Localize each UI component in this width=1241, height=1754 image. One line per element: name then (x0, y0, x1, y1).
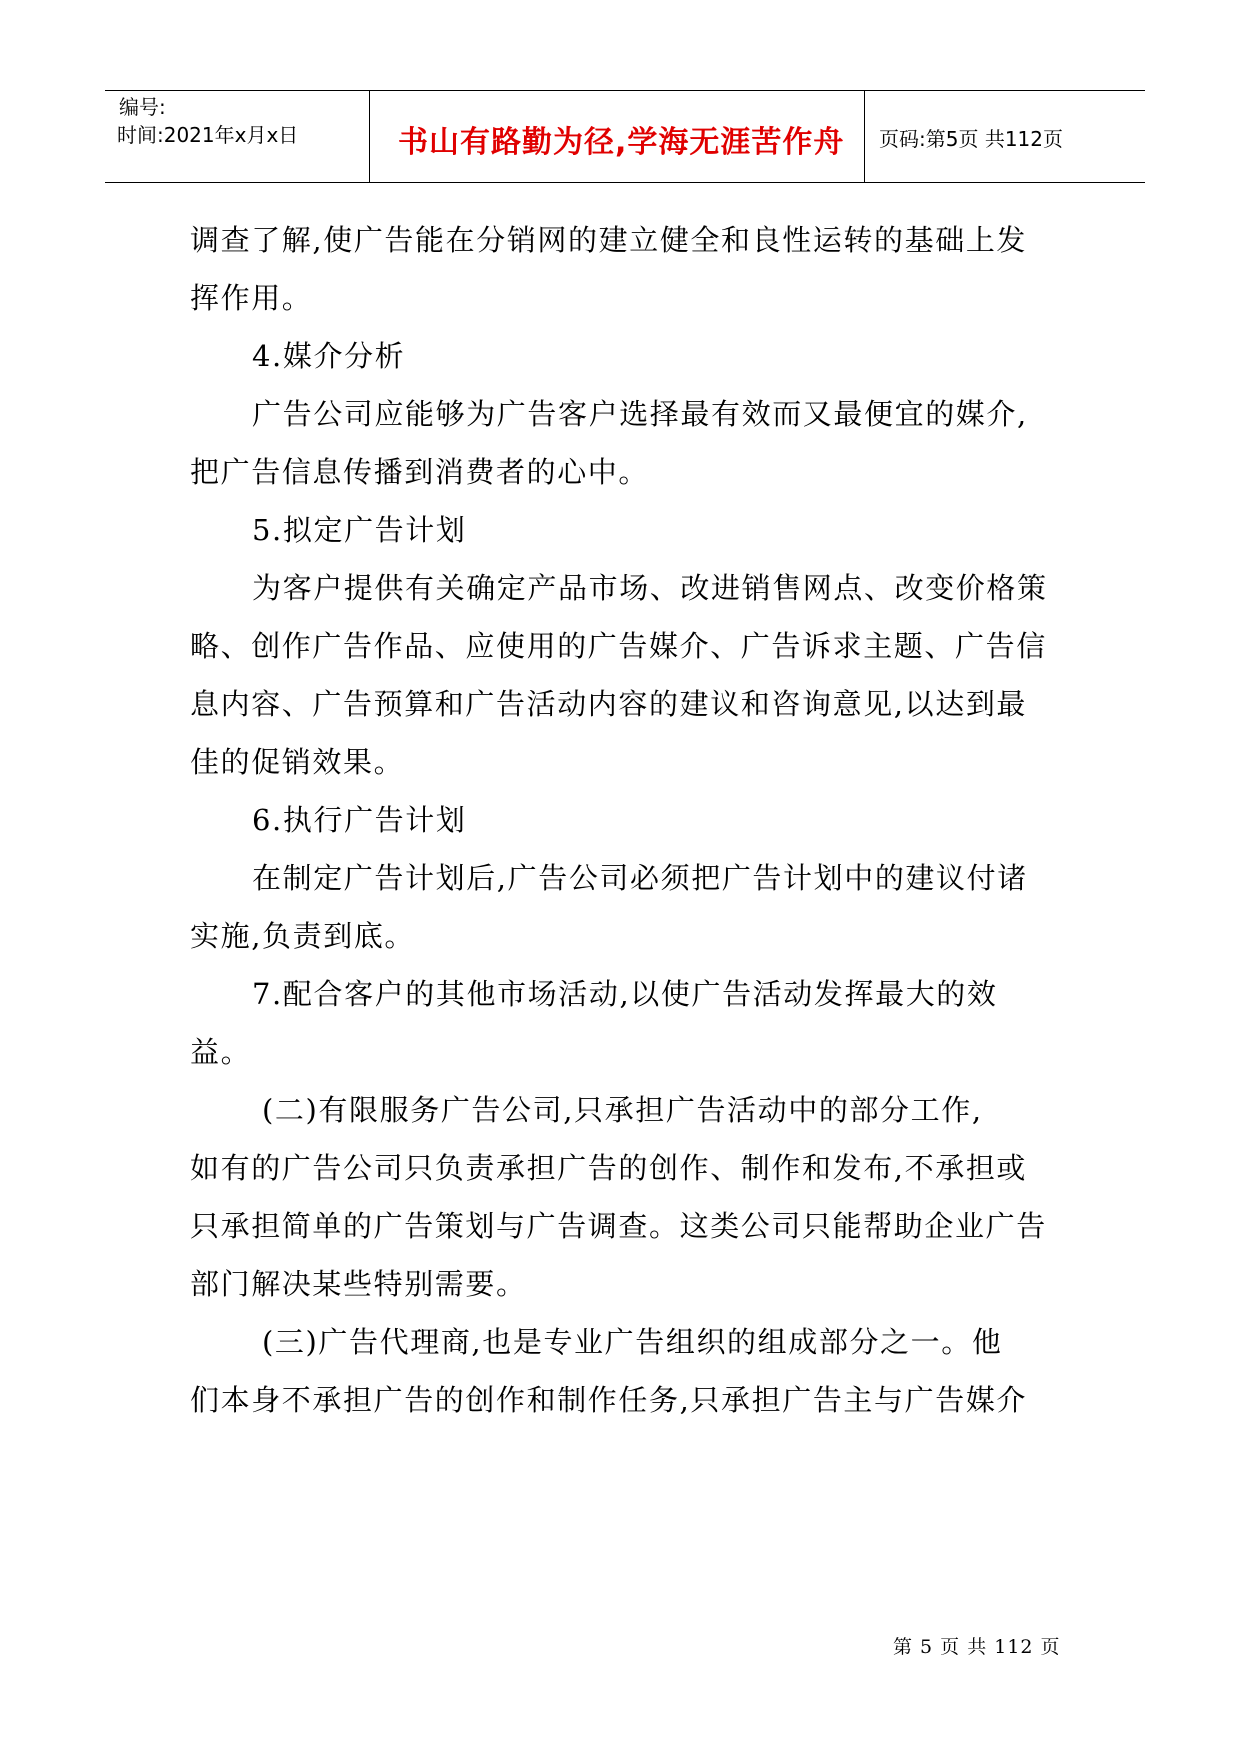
section-heading: 7.配合客户的其他市场活动,以使广告活动发挥最大的效 (252, 977, 998, 1011)
header-meta-cell (105, 91, 370, 182)
body-line: 们本身不承担广告的创作和制作任务,只承担广告主与广告媒介 (190, 1383, 1028, 1417)
body-line: 只承担简单的广告策划与广告调查。这类公司只能帮助企业广告 (190, 1209, 1047, 1243)
document-header (105, 90, 1145, 183)
page-footer: 第 5 页 共 112 页 (893, 1636, 1061, 1658)
body-line: 为客户提供有关确定产品市场、改进销售网点、改变价格策 (252, 571, 1048, 605)
body-line: (二)有限服务广告公司,只承担广告活动中的部分工作, (262, 1093, 983, 1127)
header-page-info: 页码:第5页 共112页 (879, 127, 1063, 151)
body-line: 调查了解,使广告能在分销网的建立健全和良性运转的基础上发 (190, 223, 1028, 257)
body-line: 把广告信息传播到消费者的心中。 (190, 455, 650, 489)
header-motto-cell (370, 91, 865, 182)
body-line: 益。 (190, 1035, 252, 1069)
section-heading: 6.执行广告计划 (252, 803, 467, 837)
body-line: 息内容、广告预算和广告活动内容的建议和咨询意见,以达到最 (190, 687, 1028, 721)
body-line: (三)广告代理商,也是专业广告组织的组成部分之一。他 (262, 1325, 1003, 1359)
body-line: 实施,负责到底。 (190, 919, 416, 953)
section-heading: 5.拟定广告计划 (252, 513, 467, 547)
time-label: 时间:2021年x月x日 (117, 123, 299, 147)
body-line: 部门解决某些特别需要。 (190, 1267, 527, 1301)
header-page-cell (865, 91, 1145, 182)
body-line: 如有的广告公司只负责承担广告的创作、制作和发布,不承担或 (190, 1151, 1028, 1185)
body-line: 广告公司应能够为广告客户选择最有效而又最便宜的媒介, (252, 397, 1028, 431)
body-line: 略、创作广告作品、应使用的广告媒介、广告诉求主题、广告信 (190, 629, 1047, 663)
body-line: 在制定广告计划后,广告公司必须把广告计划中的建议付诸 (252, 861, 1028, 895)
body-line: 佳的促销效果。 (190, 745, 405, 779)
header-motto: 书山有路勤为径,学海无涯苦作舟 (398, 125, 845, 160)
number-label: 编号: (119, 95, 166, 119)
section-heading: 4.媒介分析 (252, 339, 406, 373)
body-line: 挥作用。 (190, 281, 313, 315)
